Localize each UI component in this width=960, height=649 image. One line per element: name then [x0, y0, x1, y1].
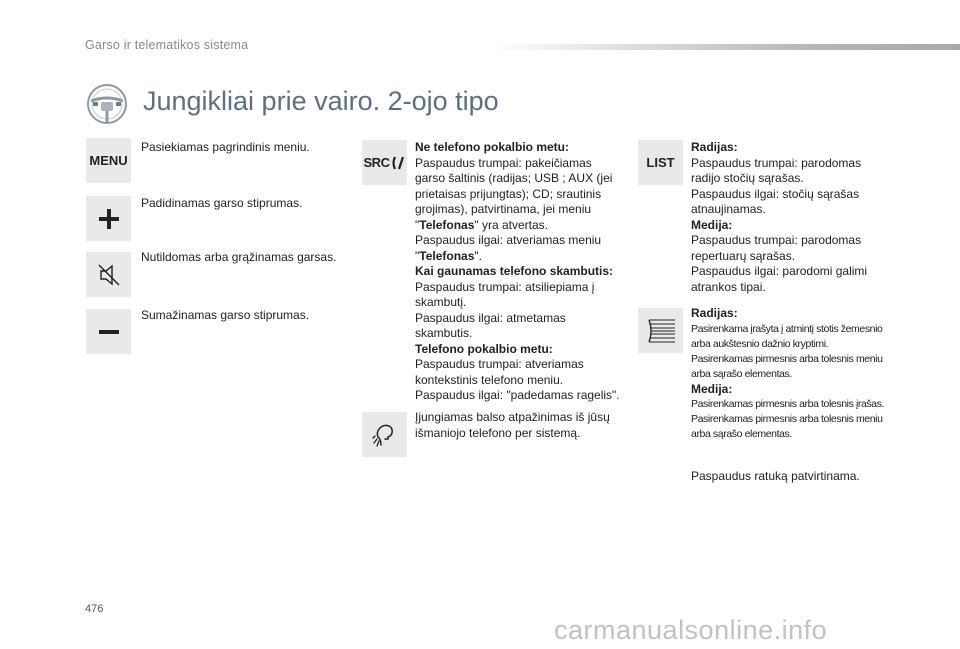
thumbwheel-radio-text: Pasirenkama įrašyta į atmintį stotis žemesnio arba aukštesnio dažnio kryptimi. [691, 322, 883, 350]
list-button[interactable] [638, 140, 683, 185]
src-heading-no-call: Ne telefono pokalbio metu: [415, 140, 570, 154]
mute-icon [96, 262, 122, 288]
list-heading-radio: Radijas: [691, 140, 738, 154]
page-title: Jungikliai prie vairo. 2-ojo tipo [143, 86, 499, 116]
thumbwheel-button[interactable] [638, 308, 683, 353]
page-number: 476 [85, 603, 104, 615]
src-long-press-during-call: Paspaudus ilgai: "padedamas ragelis". [415, 388, 620, 402]
list-description [691, 140, 881, 295]
phone-slash-icon [391, 155, 405, 171]
thumbwheel-media-menu-text: Pasirenkamas pirmesnis arba tolesnis meniu arba sąrašo elementas. [691, 413, 883, 440]
volume-down-button[interactable] [86, 309, 131, 354]
section-title: Garso ir telematikos sistema [85, 38, 249, 52]
thumbwheel-radio-menu-text: Pasirenkamas pirmesnis arba tolesnis meniu arba sąrašo elementas. [691, 352, 883, 380]
src-short-press-no-call: Paspaudus trumpai: pakeičiamas garso šaltinis (radijas; USB ; AUX (jei prietaisas prijungtas); CD; srautinis grojimas), patvirtinama, jei meniu "Telefonas" yra atvertas. [415, 155, 613, 232]
src-heading-during-call: Telefono pokalbio metu: [415, 341, 553, 356]
menu-button[interactable] [86, 138, 131, 183]
src-description [415, 140, 620, 404]
list-long-press-media: Paspaudus ilgai: parodomi galimi atrankos tipai. [691, 264, 868, 294]
volume-down-description: Sumažinamas garso stiprumas. [141, 308, 310, 322]
volume-up-button[interactable] [86, 196, 131, 241]
thumbwheel-media-track-text: Pasirenkamas pirmesnis arba tolesnis įrašas. [691, 398, 885, 410]
src-heading-incoming: Kai gaunamas telefono skambutis: [415, 264, 614, 278]
mute-description: Nutildomas arba grąžinamas garsas. [141, 250, 337, 264]
steering-wheel-icon [85, 82, 129, 126]
src-short-press-during-call: Paspaudus trumpai: atveriamas kontekstinis telefono meniu. [415, 357, 584, 387]
plus-icon [98, 208, 120, 230]
src-button-label: SRC [363, 155, 390, 170]
menu-button-label: MENU [89, 153, 128, 168]
src-button[interactable] [362, 140, 407, 185]
thumbwheel-heading-radio: Radijas: [691, 306, 738, 320]
list-long-press-radio: Paspaudus ilgai: stočių sąrašas atnaujinamas. [691, 186, 860, 216]
volume-up-description: Padidinamas garso stiprumas. [141, 196, 303, 210]
voice-description: Įjungiamas balso atpažinimas iš jūsų išmaniojo telefono per sistemą. [415, 410, 610, 440]
src-long-press-incoming: Paspaudus ilgai: atmetamas skambutis. [415, 310, 566, 340]
list-heading-media: Medija: [691, 217, 733, 232]
thumbwheel-heading-media: Medija: [691, 381, 733, 396]
src-long-press-no-call: Paspaudus ilgai: atveriamas meniu "Telefonas". [415, 233, 602, 263]
list-short-press-media: Paspaudus trumpai: parodomas repertuarų sąrašas. [691, 233, 862, 263]
thumbwheel-description [691, 306, 901, 442]
voice-recognition-button[interactable] [362, 412, 407, 457]
mute-button[interactable] [86, 252, 131, 297]
thumbwheel-icon [646, 318, 676, 344]
header-bar [490, 44, 960, 50]
list-short-press-radio: Paspaudus trumpai: parodomas radijo stočių sąrašas. [691, 155, 862, 185]
voice-recognition-icon [372, 422, 398, 448]
list-button-label: LIST [646, 155, 675, 170]
menu-description: Pasiekiamas pagrindinis meniu. [141, 140, 310, 154]
minus-icon [98, 321, 120, 343]
thumbwheel-confirm-text: Paspaudus ratuką patvirtinama. [691, 469, 860, 483]
watermark: carmanualsonline.info [554, 615, 828, 645]
src-short-press-incoming: Paspaudus trumpai: atsiliepiama į skambutį. [415, 279, 595, 309]
